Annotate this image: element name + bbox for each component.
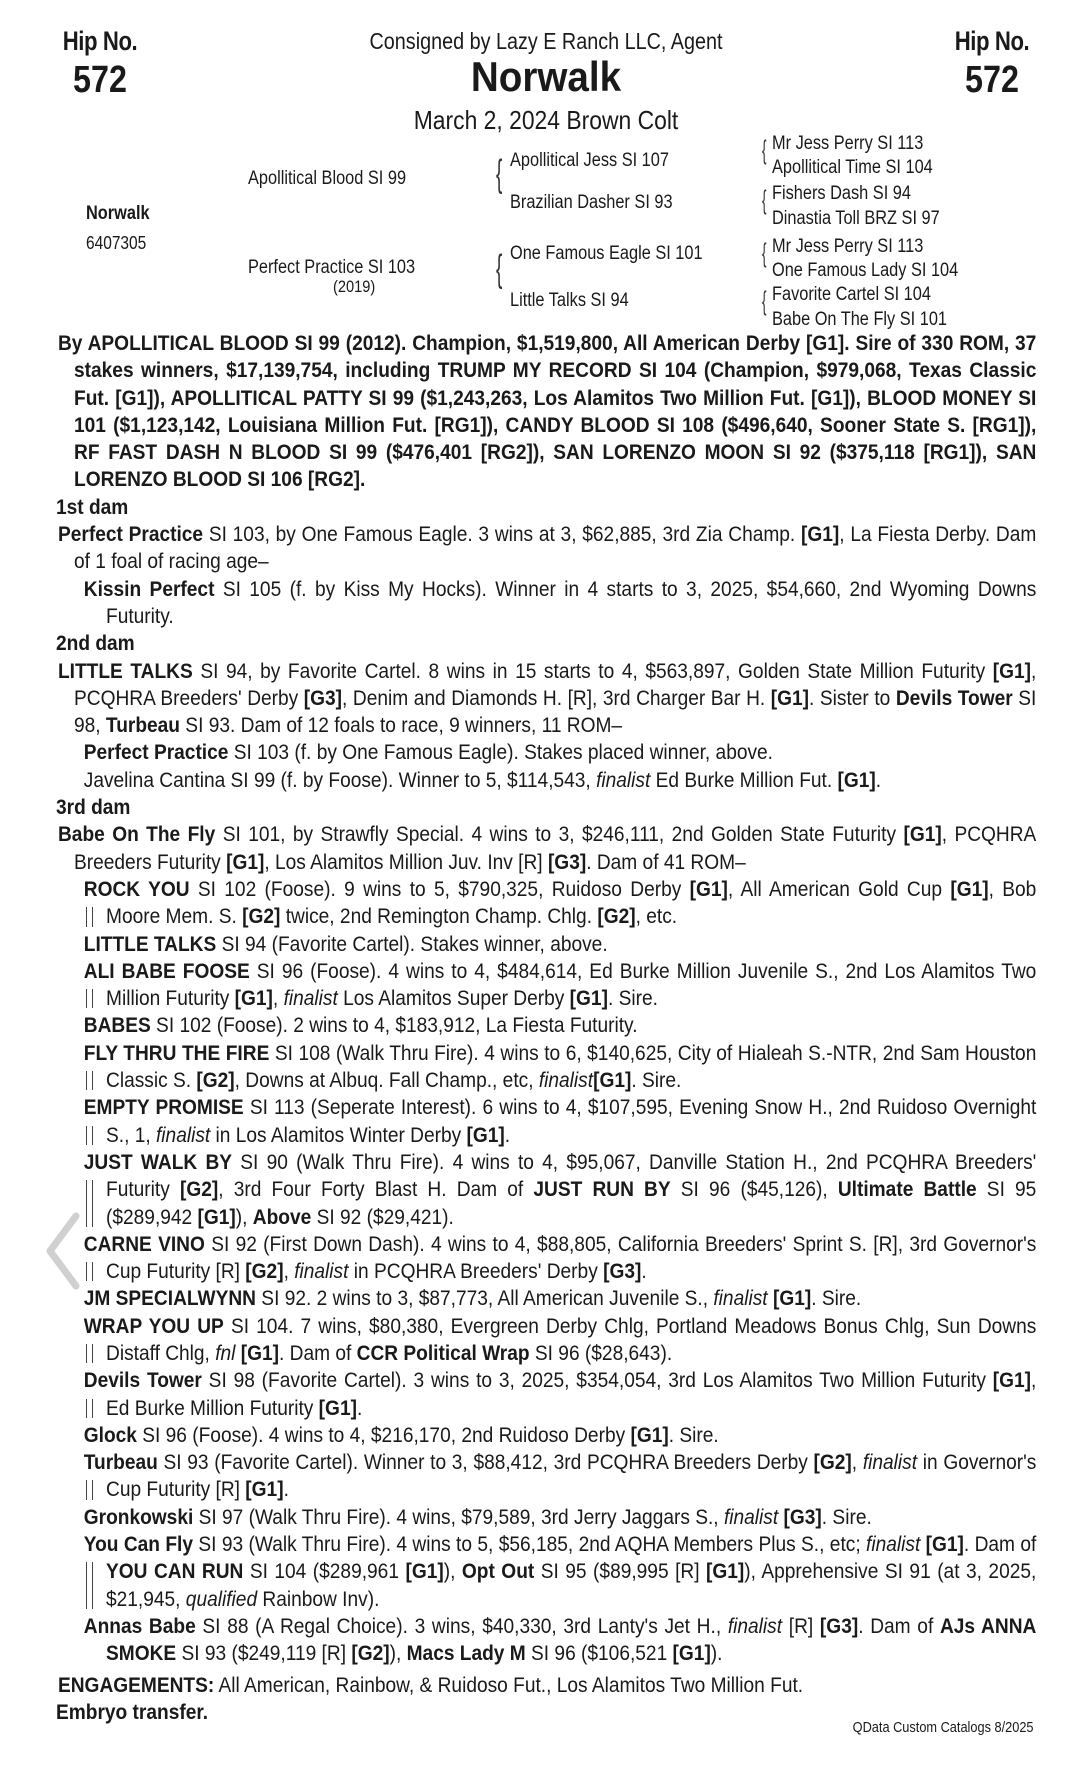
pedigree-dam-sire: One Famous Eagle SI 101 [510,243,703,264]
italic-text-run: qualified [185,1586,258,1611]
text-run: twice, 2nd Remington Champ. Chlg. [280,904,598,929]
text-run: SI 113 (Seperate Interest). 6 wins to 4, $107,595, Evening Snow H., 2nd Ruidoso Overnight S., 1, [106,1095,1037,1147]
pedigree-gen3-5: Mr Jess Perry SI 113 [772,236,924,257]
bold-text-run: Turbeau [83,1450,158,1475]
text-run: ), Apprehensive SI 91 (at 3, 2025, $21,945, [106,1559,1037,1611]
pedigree-gen3-3: Fishers Dash SI 94 [772,183,911,204]
text-run: SI 104. 7 wins, $80,380, Evergreen Derby Chlg, Portland Meadows Bonus Chlg, Sun Downs Distaff Chlg, [106,1313,1037,1365]
bold-text-run: Annas Babe [83,1613,196,1638]
italic-text-run: finalist [723,1504,779,1529]
text-run: SI 96 ($28,643). [529,1340,673,1365]
pedigree-sire-dam: Brazilian Dasher SI 93 [510,192,673,213]
hip-number-right [932,26,1052,102]
text-run: , PCQHRA Breeders Futurity [74,822,1037,874]
bold-text-run: Kissin Perfect [83,576,215,601]
bold-text-run: [G1] [593,1068,632,1093]
text-run: . [875,767,882,792]
bold-text-run: [G1] [705,1559,745,1584]
continuation-bar [86,1344,93,1363]
dam2-foal-1 [56,739,1036,766]
text-run: . Sire. [607,986,658,1011]
bold-text-run: [G1] [405,1559,444,1584]
section-3rd-dam [56,794,1036,821]
dam3-foal-wrap-you-up [56,1313,1036,1368]
text-run: SI 92. 2 wins to 3, $87,773, All American Juvenile S., [255,1286,714,1311]
bold-text-run: [G1] [992,658,1032,683]
pedigree-brace-icon: { [762,185,767,215]
text-run: in Los Alamitos Winter Derby [210,1122,467,1147]
bold-text-run: [G1] [318,1395,357,1420]
pedigree-subject-name: Norwalk [86,203,150,224]
bold-text-run: ALI BABE FOOSE [83,958,250,983]
pedigree-brace-icon: { [496,248,503,290]
bold-text-run: YOU CAN RUN [106,1559,244,1584]
bold-text-run: ENGAGEMENTS: [57,1672,215,1697]
dam2-entry [56,658,1036,740]
text-run: , [283,1259,295,1284]
text-run: SI 102 (Foose). 9 wins to 5, $790,325, Ruidoso Derby [189,876,690,901]
text-run: All American, Rainbow, & Ruidoso Fut., Los Alamitos Two Million Fut. [214,1672,804,1697]
text-run: SI 88 (A Regal Choice). 3 wins, $40,330, 3rd Lanty's Jet H., [195,1613,728,1638]
pedigree-dam-year: (2019) [333,277,376,296]
bold-text-run: JUST RUN BY [533,1177,671,1202]
bold-text-run: [G1] [466,1122,505,1147]
text-run: 1st dam [56,494,129,519]
bold-text-run: WRAP YOU UP [83,1313,224,1338]
text-run: SI 94, by Favorite Cartel. 8 wins in 15 starts to 4, $563,897, Golden State Million Futurity [192,658,993,683]
bold-text-run: [G2] [242,904,281,929]
bold-text-run: [G2] [351,1641,390,1666]
text-run: Rainbow Inv). [257,1586,380,1611]
dam3-foal-rock-you [56,876,1036,931]
chevron-left-icon[interactable] [42,1212,82,1290]
pedigree-brace-icon: { [762,286,767,316]
bold-text-run: ROCK YOU [83,876,190,901]
continuation-bar [86,1262,93,1281]
bold-text-run: LITTLE TALKS [83,931,217,956]
bold-text-run: [G2] [196,1068,235,1093]
engagements [56,1672,1036,1699]
hip-number: 572 [73,59,127,101]
text-run: ), [235,1204,253,1229]
italic-text-run: finalist [596,767,651,792]
bold-text-run: Devils Tower [895,685,1013,710]
dam3-entry [56,821,1036,876]
text-run: SI 95 ($89,995 [R] [534,1559,706,1584]
footer-credit: QData Custom Catalogs 8/2025 [853,1720,1034,1736]
pedigree-gen3-1: Mr Jess Perry SI 113 [772,133,924,154]
text-run: . Dam of [858,1613,940,1638]
pedigree-gen3-8: Babe On The Fly SI 101 [772,309,948,330]
foal-description: March 2, 2024 Brown Colt [413,105,679,135]
text-run: SI 98 (Favorite Cartel). 3 wins to 3, 2025, $354,054, 3rd Los Alamitos Two Million Futurity [201,1368,993,1393]
italic-text-run: finalist [538,1068,594,1093]
text-run: . [356,1395,363,1420]
text-run: SI 90 (Walk Thru Fire). 4 wins to 4, $95,067, Danville Station H., 2nd PCQHRA Breeders' Futurity [106,1149,1037,1202]
continuation-bar [86,1126,93,1145]
pedigree-brace-icon: { [762,135,767,165]
text-run: SI 108 (Walk Thru Fire). 4 wins to 6, $140,625, City of Hialeah S.-NTR, 2nd Sam Houston Classic S. [106,1040,1037,1093]
dam3-foal-babes [56,1012,1036,1039]
text-run: SI 102 (Foose). 2 wins to 4, $183,912, La Fiesta Futurity. [150,1013,638,1038]
bold-text-run: CCR Political Wrap [356,1340,530,1365]
text-run: . Dam of [963,1532,1037,1557]
text-run: SI 96 (Foose). 4 wins to 4, $484,614, Ed Burke Million Juvenile S., 2nd Los Alamitos Two Million Futurity [106,958,1037,1011]
text-run: in PCQHRA Breeders' Derby [348,1259,604,1284]
italic-text-run: finalist [727,1613,783,1638]
text-run: 3rd dam [56,795,131,820]
text-run: . Sire. [811,1286,862,1311]
dam3-foal-turbeau [56,1449,1036,1504]
dam3-foal-just-walk-by [56,1149,1036,1231]
italic-text-run: finalist [862,1450,918,1475]
text-run: , Los Alamitos Million Juv. Inv [R] [264,849,548,874]
bold-text-run: JUST WALK BY [83,1149,233,1174]
hip-label: Hip No. [954,26,1030,56]
bold-text-run: [G2] [597,904,636,929]
bold-text-run: [G1] [197,1204,236,1229]
text-run: Embryo transfer. [56,1699,209,1724]
bold-text-run: [G1] [689,876,728,901]
dam3-foal-little-talks [56,931,1036,958]
text-run: SI 93 (Favorite Cartel). Winner to 3, $88,412, 3rd PCQHRA Breeders Derby [157,1450,814,1475]
italic-text-run: finalist [283,986,338,1011]
text-run: SI 101, by Strawfly Special. 4 wins to 3, $246,111, 2nd Golden State Futurity [215,822,904,847]
text-run: [R] [782,1613,820,1638]
continuation-bar [86,1480,93,1499]
text-run: SI 93 (Walk Thru Fire). 4 wins to 5, $56,185, 2nd AQHA Members Plus S., etc; [193,1532,867,1557]
text-run: ), [389,1641,407,1666]
text-run: ), [443,1559,462,1584]
text-run: , Denim and Diamonds H. [R], 3rd Charger Bar H. [342,685,771,710]
bold-text-run: [G1] [569,986,608,1011]
text-run: , Ed Burke Million Futurity [106,1368,1037,1420]
bold-text-run: JM SPECIALWYNN [83,1286,256,1311]
hip-number-left [40,26,160,102]
dam3-foal-ali-babe-foose [56,958,1036,1013]
text-run: Los Alamitos Super Derby [337,986,570,1011]
section-2nd-dam [56,630,1036,657]
text-run: . Dam of [279,1340,357,1365]
text-run: SI 96 (Foose). 4 wins to 4, $216,170, 2nd Ruidoso Derby [136,1422,631,1447]
dam3-foal-empty-promise [56,1094,1036,1149]
bold-text-run: Devils Tower [83,1368,202,1393]
bold-text-run: FLY THRU THE FIRE [83,1040,270,1065]
text-run: SI 92 ($29,421). [311,1204,454,1229]
bold-text-run: LITTLE TALKS [57,658,193,683]
text-run: SI 93. Dam of 12 foals to race, 9 winners, 11 ROM– [179,713,623,738]
text-run: SI 96 ($45,126), [670,1177,838,1202]
bold-text-run: [G1] [245,1477,284,1502]
text-run: Javelina Cantina SI 99 (f. by Foose). Winner to 5, $114,543, [83,767,597,792]
bold-text-run: EMPTY PROMISE [83,1095,244,1120]
italic-text-run: finalist [713,1286,768,1311]
section-1st-dam [56,494,1036,521]
continuation-bar [86,1071,93,1090]
italic-text-run: finalist [866,1532,921,1557]
bold-text-run: [G3] [819,1613,859,1638]
text-run: SI 104 ($289,961 [243,1559,406,1584]
italic-text-run: finalist [294,1259,349,1284]
pedigree-dam-dam: Little Talks SI 94 [510,290,629,311]
italic-text-run: finalist [155,1122,211,1147]
bold-text-run: [G1] [770,685,810,710]
bold-text-run: [G1] [772,1286,812,1311]
bold-text-run: [G2] [179,1177,219,1202]
text-run: . Sire. [668,1422,719,1447]
bold-text-run: [G1] [801,522,840,547]
text-run: . Dam of 41 ROM– [586,849,746,874]
text-run: , etc. [635,904,678,929]
text-run: ). [710,1641,723,1666]
dam3-foal-fly-thru-the-fire [56,1040,1036,1095]
bold-text-run: [G1] [950,876,989,901]
text-run: SI 96 ($106,521 [525,1641,673,1666]
text-run: , PCQHRA Breeders' Derby [74,658,1037,710]
dam2-foal-2 [56,767,1036,794]
text-run: . Sire. [821,1504,872,1529]
bold-text-run: Gronkowski [83,1504,194,1529]
text-run: , Bob Moore Mem. S. [106,876,1037,929]
pedigree-sire-sire: Apollitical Jess SI 107 [510,150,669,171]
bold-text-run: [G1] [837,767,876,792]
continuation-bar [86,1399,93,1418]
pedigree-brace-icon: { [762,238,767,268]
text-run: SI 97 (Walk Thru Fire). 4 wins, $79,589, 3rd Jerry Jaggars S., [193,1504,724,1529]
dam3-foal-devils-tower [56,1367,1036,1422]
text-run: . Sire. [631,1068,682,1093]
bold-text-run: [G2] [245,1259,284,1284]
text-run: . [641,1259,647,1284]
text-run: , All American Gold Cup [727,876,951,901]
dam3-foal-you-can-fly [56,1531,1036,1613]
dam3-foal-annas-babe [56,1613,1036,1668]
continuation-bar [86,989,93,1008]
bold-text-run: Babe On The Fly [57,822,216,847]
pedigree-sire: Apollitical Blood SI 99 [248,168,407,189]
bold-text-run: AJs ANNA SMOKE [106,1613,1037,1666]
bold-text-run: [G1] [992,1368,1032,1393]
bold-text-run: [G1] [630,1422,669,1447]
bold-text-run: BABES [83,1013,151,1038]
text-run: , 3rd Four Forty Blast H. Dam of [218,1177,534,1202]
bold-text-run: Opt Out [461,1559,535,1584]
bold-text-run: [G3] [783,1504,822,1529]
continuation-bar [86,1180,93,1227]
bold-text-run: Above [252,1204,312,1229]
bold-text-run: [G1] [903,822,942,847]
pedigree-registration: 6407305 [86,233,147,253]
text-run: , [851,1450,863,1475]
dam1-entry [56,521,1036,576]
text-run: in Governor's Cup Futurity [R] [106,1450,1037,1502]
dam1-foal-1 [56,576,1036,631]
pedigree-gen3-4: Dinastia Toll BRZ SI 97 [772,208,940,229]
dam3-foal-gronkowski [56,1504,1036,1531]
bold-text-run: [G1] [226,849,265,874]
consignor: Consigned by Lazy E Ranch LLC, Agent [369,28,723,54]
hip-label: Hip No. [62,26,138,56]
text-run: . Sister to [809,685,896,710]
horse-name: Norwalk [470,53,622,100]
pedigree-gen3-6: One Famous Lady SI 104 [772,260,959,281]
bold-text-run: Perfect Practice [83,740,229,765]
text-run: SI 95 ($289,942 [106,1177,1037,1229]
text-run: Ed Burke Million Fut. [650,767,838,792]
bold-text-run: Ultimate Battle [837,1177,977,1202]
bold-text-run: Glock [83,1422,137,1447]
text-run: , La Fiesta Derby. Dam of 1 foal of racing age– [74,522,1037,574]
text-run: SI 92 (First Down Dash). 4 wins to 4, $88,805, California Breeders' Sprint S. [R], 3rd Governor's Cup Futurity [R] [106,1231,1037,1284]
continuation-bar [86,1562,93,1609]
bold-text-run: [G1] [240,1340,280,1365]
text-run: By APOLLITICAL BLOOD SI 99 (2012). Champion, $1,519,800, All American Derby [G1]. Sire of 330 ROM, 37 stakes winners, $17,139,754, including TRUMP MY RECORD SI 104 (Champion, $979,068, Texas Classic Fut. [G1]), APOLLITICAL PATTY SI 99 ($1,243,263, Los Alamitos Two Million Fut. [G1]), BLOOD MONEY SI 101 ($1,123,142, Louisiana Million Fut. [RG1]), CANDY BLOOD SI 108 ($496,640, Sooner State S. [RG1]), RF FAST DASH N BLOOD SI 99 ($476,401 [RG2]), SAN LORENZO MOON SI 92 ($375,118 [RG1]), SAN LORENZO BLOOD SI 106 [RG2]. [57,331,1037,492]
bold-text-run: Turbeau [105,713,180,738]
text-run: SI 103 (f. by One Famous Eagle). Stakes placed winner, above. [228,740,773,765]
text-run: SI 94 (Favorite Cartel). Stakes winner, above. [216,931,608,956]
pedigree-gen3-2: Apollitical Time SI 104 [772,157,933,178]
bold-text-run: You Can Fly [83,1532,194,1557]
bold-text-run: CARNE VINO [83,1231,205,1256]
text-run: SI 103, by One Famous Eagle. 3 wins at 3, $62,885, 3rd Zia Champ. [203,522,802,547]
bold-text-run: [G3] [547,849,587,874]
hip-number: 572 [965,59,1019,101]
bold-text-run: [G1] [925,1532,964,1557]
text-run: . [504,1122,511,1147]
text-run: , [272,986,284,1011]
text-run: , Downs at Albuq. Fall Champ., etc, [234,1068,539,1093]
dam3-foal-glock [56,1422,1036,1449]
sire-summary [56,330,1036,494]
pedigree-dam: Perfect Practice SI 103 [248,257,416,278]
dam3-foal-carne-vino [56,1231,1036,1286]
text-run: 2nd dam [56,631,135,656]
text-run: SI 93 ($249,119 [R] [176,1641,352,1666]
continuation-bar [86,907,93,926]
italic-text-run: fnl [215,1340,236,1365]
pedigree-gen3-7: Favorite Cartel SI 104 [772,284,931,305]
bold-text-run: [G1] [672,1641,711,1666]
dam3-foal-jm-specialwynn [56,1285,1036,1312]
bold-text-run: [G1] [234,986,273,1011]
text-run: SI 98, [74,685,1037,738]
pedigree-brace-icon: { [496,153,503,195]
bold-text-run: Macs Lady M [406,1641,526,1666]
bold-text-run: [G3] [303,685,343,710]
text-run: SI 105 (f. by Kiss My Hocks). Winner in 4 starts to 3, 2025, $54,660, 2nd Wyoming Downs Futurity. [106,576,1037,628]
text-run: . [283,1477,289,1502]
bold-text-run: [G3] [603,1259,642,1284]
catalog-body [56,330,1036,1726]
bold-text-run: Perfect Practice [57,522,204,547]
bold-text-run: [G2] [813,1450,852,1475]
